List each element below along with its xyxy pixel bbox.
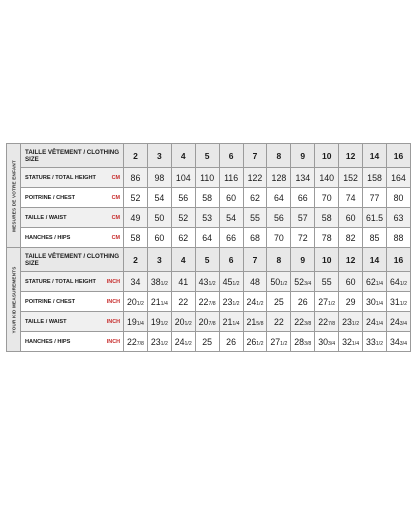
measurement-value: 70 bbox=[315, 188, 339, 208]
measurement-value: 64 bbox=[195, 228, 219, 248]
value-fraction: 7/8 bbox=[136, 340, 144, 347]
measurement-value bbox=[267, 332, 291, 352]
value-whole: 41 bbox=[178, 276, 189, 287]
measurement-name: HANCHES / HIPS bbox=[25, 234, 71, 241]
measurement-label bbox=[21, 312, 124, 332]
measurement-value: 66 bbox=[219, 228, 243, 248]
value-whole: 52 bbox=[294, 276, 305, 287]
value-fraction: 1/2 bbox=[160, 280, 168, 287]
value-fraction: 3/4 bbox=[327, 340, 336, 347]
value-fraction: 1/2 bbox=[256, 340, 264, 347]
value-fraction: 1/4 bbox=[351, 340, 360, 347]
measurement-value bbox=[147, 332, 171, 352]
value-whole: 27 bbox=[270, 336, 281, 347]
measurement-value bbox=[219, 292, 243, 312]
size-chart-table bbox=[6, 143, 411, 352]
value-fraction: 3/8 bbox=[304, 320, 312, 327]
measurement-value bbox=[291, 292, 315, 312]
value-whole: 22 bbox=[126, 336, 137, 347]
measurement-value: 85 bbox=[363, 228, 387, 248]
measurement-value: 60 bbox=[147, 228, 171, 248]
measurement-value bbox=[315, 292, 339, 312]
measurement-value bbox=[267, 272, 291, 292]
value-whole: 64 bbox=[389, 276, 400, 287]
value-whole: 62 bbox=[366, 276, 376, 287]
value-fraction: 1/4 bbox=[232, 320, 240, 327]
measurement-value: 74 bbox=[339, 188, 363, 208]
measurement-value: 56 bbox=[171, 188, 195, 208]
measurement-value: 68 bbox=[243, 228, 267, 248]
size-column-header: 7 bbox=[243, 144, 267, 168]
value-whole: 19 bbox=[150, 316, 161, 327]
measurement-value: 50 bbox=[147, 208, 171, 228]
value-whole: 20 bbox=[126, 296, 137, 307]
measurement-value: 78 bbox=[315, 228, 339, 248]
value-fraction: 3/4 bbox=[399, 320, 407, 327]
value-fraction: 1/2 bbox=[232, 280, 240, 287]
measurement-value bbox=[195, 292, 219, 312]
measurement-value: 58 bbox=[195, 188, 219, 208]
measurement-value bbox=[386, 292, 410, 312]
size-column-header: 9 bbox=[291, 144, 315, 168]
measurement-value bbox=[171, 292, 195, 312]
measurement-value bbox=[363, 292, 387, 312]
value-fraction: 1/4 bbox=[375, 320, 384, 327]
value-whole: 30 bbox=[366, 296, 376, 307]
measurement-label bbox=[21, 208, 124, 228]
value-fraction: 1/4 bbox=[375, 300, 384, 307]
measurement-value: 64 bbox=[267, 188, 291, 208]
measurement-value bbox=[124, 292, 148, 312]
size-column-header: 6 bbox=[219, 248, 243, 272]
measurement-label bbox=[21, 168, 124, 188]
measurement-value bbox=[171, 272, 195, 292]
value-fraction: 5/8 bbox=[256, 320, 264, 327]
measurement-name: STATURE / TOTAL HEIGHT bbox=[25, 278, 96, 285]
value-fraction: 1/2 bbox=[280, 340, 288, 347]
value-fraction: 7/8 bbox=[327, 320, 336, 327]
value-whole: 22 bbox=[318, 316, 328, 327]
value-whole: 23 bbox=[222, 296, 233, 307]
clothing-size-label: TAILLE VÊTEMENT / CLOTHING SIZE bbox=[21, 248, 124, 272]
size-column-header: 4 bbox=[171, 144, 195, 168]
value-whole: 33 bbox=[366, 336, 376, 347]
value-fraction: 1/2 bbox=[399, 280, 407, 287]
clothing-size-label: TAILLE VÊTEMENT / CLOTHING SIZE bbox=[21, 144, 124, 168]
measurement-value bbox=[315, 332, 339, 352]
value-whole: 28 bbox=[294, 336, 305, 347]
measurement-value: 58 bbox=[124, 228, 148, 248]
measurement-value: 52 bbox=[124, 188, 148, 208]
measurement-unit: INCH bbox=[106, 338, 120, 345]
value-fraction: 1/2 bbox=[160, 340, 168, 347]
size-column-header: 3 bbox=[147, 248, 171, 272]
measurement-value bbox=[315, 312, 339, 332]
measurement-value: 134 bbox=[291, 168, 315, 188]
value-whole: 38 bbox=[150, 276, 161, 287]
size-column-header: 5 bbox=[195, 144, 219, 168]
value-fraction: 1/4 bbox=[160, 300, 168, 307]
value-whole: 50 bbox=[270, 276, 281, 287]
measurement-unit: CM bbox=[111, 194, 120, 201]
measurement-value: 77 bbox=[363, 188, 387, 208]
measurement-row bbox=[7, 188, 411, 208]
value-fraction: 1/2 bbox=[327, 300, 336, 307]
measurement-value bbox=[147, 312, 171, 332]
measurement-value: 58 bbox=[315, 208, 339, 228]
measurement-value: 62 bbox=[243, 188, 267, 208]
value-whole: 60 bbox=[345, 276, 356, 287]
measurement-name: TAILLE / WAIST bbox=[25, 318, 67, 325]
measurement-value bbox=[147, 272, 171, 292]
measurement-row bbox=[7, 228, 411, 248]
measurement-label bbox=[21, 292, 124, 312]
measurement-value: 61.5 bbox=[363, 208, 387, 228]
value-fraction: 3/8 bbox=[304, 340, 312, 347]
measurement-value bbox=[315, 272, 339, 292]
value-fraction: 7/8 bbox=[208, 320, 216, 327]
measurement-value: 104 bbox=[171, 168, 195, 188]
value-whole: 55 bbox=[321, 276, 332, 287]
measurement-value bbox=[291, 272, 315, 292]
measurement-label bbox=[21, 228, 124, 248]
measurement-unit: CM bbox=[111, 214, 120, 221]
measurement-value: 54 bbox=[147, 188, 171, 208]
value-whole: 32 bbox=[342, 336, 352, 347]
size-column-header: 10 bbox=[315, 248, 339, 272]
measurement-value bbox=[195, 312, 219, 332]
size-column-header: 6 bbox=[219, 144, 243, 168]
measurement-value bbox=[243, 292, 267, 312]
value-whole: 29 bbox=[345, 296, 356, 307]
value-whole: 22 bbox=[198, 296, 209, 307]
measurement-value bbox=[219, 272, 243, 292]
size-column-header: 3 bbox=[147, 144, 171, 168]
measurement-value bbox=[124, 272, 148, 292]
value-fraction: 7/8 bbox=[208, 300, 216, 307]
measurement-value: 158 bbox=[363, 168, 387, 188]
value-fraction: 1/2 bbox=[375, 340, 384, 347]
value-whole: 24 bbox=[246, 296, 257, 307]
measurement-value bbox=[124, 332, 148, 352]
measurement-value bbox=[195, 272, 219, 292]
measurement-value bbox=[243, 332, 267, 352]
value-fraction: 1/2 bbox=[136, 300, 144, 307]
value-whole: 22 bbox=[178, 296, 189, 307]
value-fraction: 1/2 bbox=[184, 320, 192, 327]
value-whole: 23 bbox=[150, 336, 161, 347]
value-fraction: 1/2 bbox=[208, 280, 216, 287]
measurement-value bbox=[243, 272, 267, 292]
value-fraction: 1/2 bbox=[351, 320, 360, 327]
measurement-value bbox=[386, 312, 410, 332]
side-label: YOUR KID MEASUREMENTS bbox=[11, 266, 16, 333]
measurement-value: 55 bbox=[243, 208, 267, 228]
measurement-value: 63 bbox=[386, 208, 410, 228]
size-column-header: 14 bbox=[363, 144, 387, 168]
value-whole: 26 bbox=[226, 336, 236, 347]
value-whole: 21 bbox=[246, 316, 257, 327]
measurement-row bbox=[7, 272, 411, 292]
value-whole: 24 bbox=[389, 316, 400, 327]
measurement-row bbox=[7, 292, 411, 312]
measurement-value bbox=[339, 292, 363, 312]
value-whole: 43 bbox=[198, 276, 209, 287]
measurement-value: 66 bbox=[291, 188, 315, 208]
measurement-value bbox=[195, 332, 219, 352]
measurement-name: POITRINE / CHEST bbox=[25, 194, 76, 201]
measurement-value: 62 bbox=[171, 228, 195, 248]
measurement-value bbox=[363, 312, 387, 332]
measurement-value: 152 bbox=[339, 168, 363, 188]
value-fraction: 1/4 bbox=[136, 320, 144, 327]
value-whole: 27 bbox=[318, 296, 328, 307]
value-whole: 48 bbox=[250, 276, 260, 287]
measurement-value: 57 bbox=[291, 208, 315, 228]
size-column-header: 2 bbox=[124, 144, 148, 168]
value-whole: 25 bbox=[202, 336, 213, 347]
value-fraction: 1/2 bbox=[184, 340, 192, 347]
measurement-value: 82 bbox=[339, 228, 363, 248]
measurement-label bbox=[21, 188, 124, 208]
measurement-value: 116 bbox=[219, 168, 243, 188]
size-column-header: 8 bbox=[267, 144, 291, 168]
value-fraction: 3/4 bbox=[304, 280, 312, 287]
measurement-value: 53 bbox=[195, 208, 219, 228]
measurement-value bbox=[267, 312, 291, 332]
measurement-value: 56 bbox=[267, 208, 291, 228]
value-whole: 24 bbox=[174, 336, 185, 347]
measurement-value: 86 bbox=[124, 168, 148, 188]
measurement-name: HANCHES / HIPS bbox=[25, 338, 71, 345]
value-whole: 25 bbox=[273, 296, 284, 307]
size-header-row bbox=[7, 248, 411, 272]
value-whole: 23 bbox=[342, 316, 352, 327]
measurement-row bbox=[7, 168, 411, 188]
measurement-value bbox=[291, 312, 315, 332]
measurement-value: 52 bbox=[171, 208, 195, 228]
size-header-row bbox=[7, 144, 411, 168]
measurement-value bbox=[339, 312, 363, 332]
value-whole: 21 bbox=[150, 296, 161, 307]
measurement-unit: CM bbox=[111, 174, 120, 181]
size-column-header: 2 bbox=[124, 248, 148, 272]
size-column-header: 5 bbox=[195, 248, 219, 272]
measurement-row bbox=[7, 208, 411, 228]
measurement-value bbox=[124, 312, 148, 332]
measurement-value bbox=[171, 312, 195, 332]
value-whole: 22 bbox=[294, 316, 305, 327]
value-whole: 20 bbox=[198, 316, 209, 327]
value-whole: 21 bbox=[222, 316, 233, 327]
size-column-header: 4 bbox=[171, 248, 195, 272]
measurement-value: 60 bbox=[219, 188, 243, 208]
side-label-cell bbox=[7, 248, 21, 352]
measurement-value bbox=[267, 292, 291, 312]
measurement-value: 140 bbox=[315, 168, 339, 188]
measurement-value bbox=[363, 272, 387, 292]
measurement-unit: INCH bbox=[106, 298, 120, 305]
value-whole: 31 bbox=[389, 296, 400, 307]
side-label-cell bbox=[7, 144, 21, 248]
value-fraction: 1/2 bbox=[399, 300, 407, 307]
measurement-value bbox=[219, 332, 243, 352]
measurement-value bbox=[291, 332, 315, 352]
measurement-name: TAILLE / WAIST bbox=[25, 214, 67, 221]
value-whole: 45 bbox=[222, 276, 233, 287]
measurement-name: STATURE / TOTAL HEIGHT bbox=[25, 174, 96, 181]
value-whole: 26 bbox=[297, 296, 308, 307]
value-fraction: 3/4 bbox=[399, 340, 407, 347]
measurement-unit: INCH bbox=[106, 318, 120, 325]
value-whole: 30 bbox=[318, 336, 328, 347]
value-fraction: 1/2 bbox=[280, 280, 288, 287]
size-column-header: 12 bbox=[339, 144, 363, 168]
size-column-header: 9 bbox=[291, 248, 315, 272]
value-fraction: 1/4 bbox=[375, 280, 384, 287]
value-fraction: 1/2 bbox=[232, 300, 240, 307]
value-whole: 34 bbox=[130, 276, 141, 287]
measurement-value bbox=[363, 332, 387, 352]
measurement-unit: CM bbox=[111, 234, 120, 241]
value-whole: 24 bbox=[366, 316, 376, 327]
measurement-name: POITRINE / CHEST bbox=[25, 298, 76, 305]
measurement-label bbox=[21, 272, 124, 292]
value-whole: 34 bbox=[389, 336, 400, 347]
measurement-value: 80 bbox=[386, 188, 410, 208]
measurement-value: 128 bbox=[267, 168, 291, 188]
measurement-value: 70 bbox=[267, 228, 291, 248]
side-label: MESURES DE VOTRE ENFANT bbox=[11, 159, 16, 232]
size-column-header: 12 bbox=[339, 248, 363, 272]
measurement-value bbox=[339, 332, 363, 352]
size-column-header: 8 bbox=[267, 248, 291, 272]
measurement-value: 122 bbox=[243, 168, 267, 188]
measurement-value: 60 bbox=[339, 208, 363, 228]
measurement-unit: INCH bbox=[106, 278, 120, 285]
measurement-value bbox=[243, 312, 267, 332]
value-fraction: 1/2 bbox=[160, 320, 168, 327]
measurement-row bbox=[7, 312, 411, 332]
measurement-label bbox=[21, 332, 124, 352]
measurement-value: 110 bbox=[195, 168, 219, 188]
measurement-value: 98 bbox=[147, 168, 171, 188]
measurement-value bbox=[171, 332, 195, 352]
measurement-value bbox=[147, 292, 171, 312]
value-fraction: 1/2 bbox=[256, 300, 264, 307]
measurement-value: 72 bbox=[291, 228, 315, 248]
measurement-row bbox=[7, 332, 411, 352]
measurement-value bbox=[339, 272, 363, 292]
size-chart bbox=[6, 143, 411, 368]
value-whole: 26 bbox=[246, 336, 257, 347]
value-whole: 19 bbox=[126, 316, 137, 327]
size-column-header: 7 bbox=[243, 248, 267, 272]
value-whole: 22 bbox=[273, 316, 284, 327]
size-column-header: 16 bbox=[386, 248, 410, 272]
size-column-header: 10 bbox=[315, 144, 339, 168]
size-column-header: 16 bbox=[386, 144, 410, 168]
value-whole: 20 bbox=[174, 316, 185, 327]
measurement-value: 49 bbox=[124, 208, 148, 228]
measurement-value: 88 bbox=[386, 228, 410, 248]
measurement-value: 164 bbox=[386, 168, 410, 188]
measurement-value bbox=[219, 312, 243, 332]
size-column-header: 14 bbox=[363, 248, 387, 272]
measurement-value: 54 bbox=[219, 208, 243, 228]
measurement-value bbox=[386, 332, 410, 352]
measurement-value bbox=[386, 272, 410, 292]
